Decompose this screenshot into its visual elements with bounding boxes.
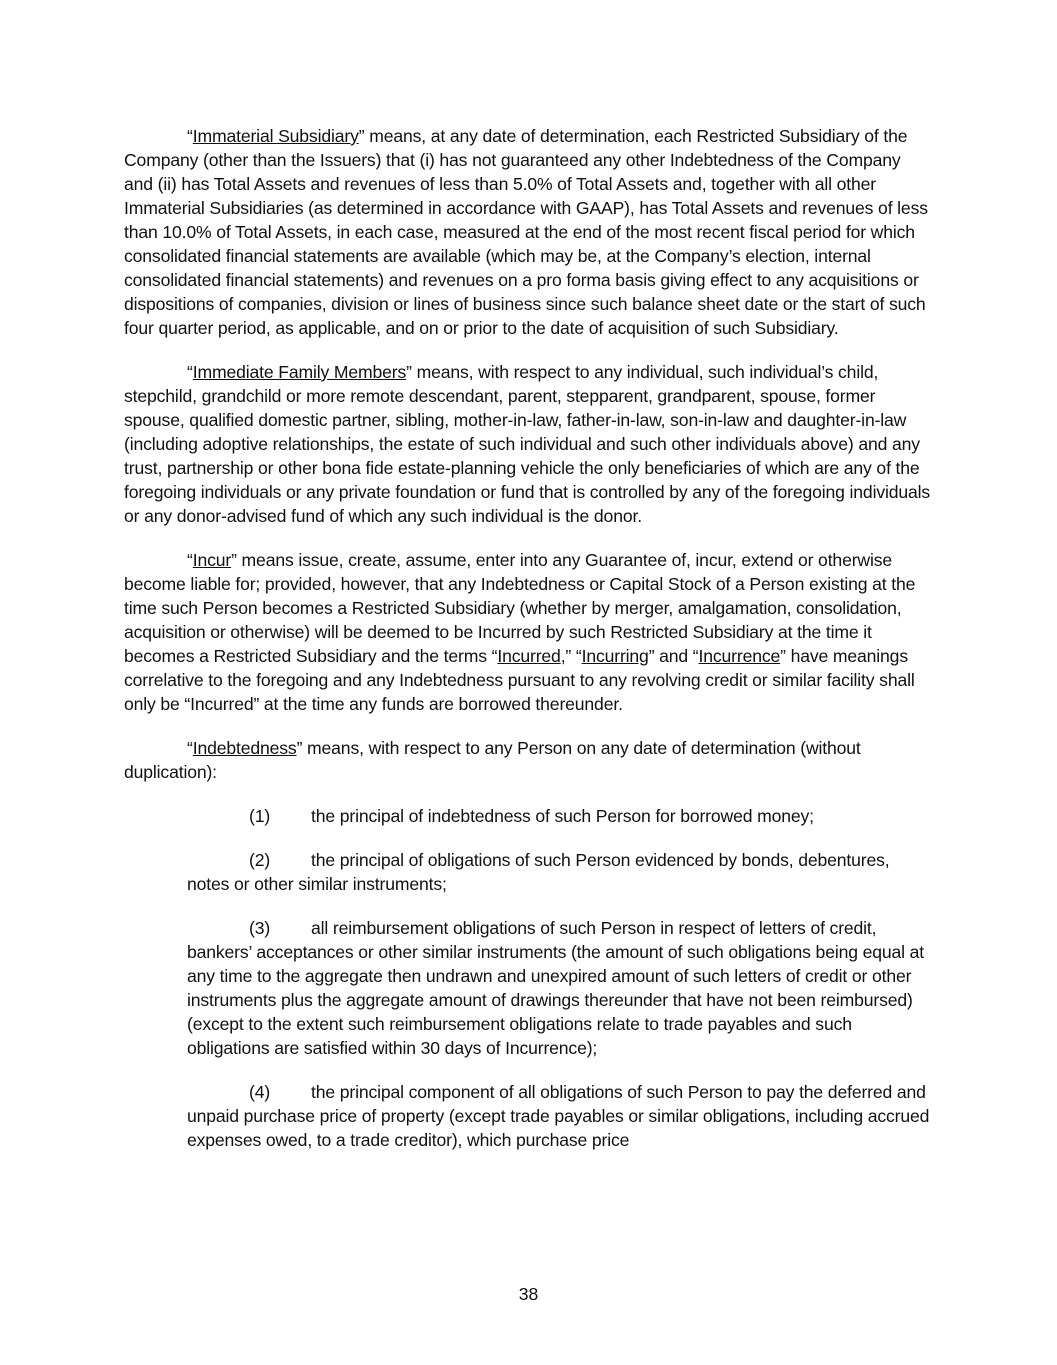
definition-text: means, with respect to any individual, such individual’s child, stepchild, grandchild or more remote descendant, parent, stepparent, grandparent, spouse, former spouse, qualified domestic partner, sibling, mother-in-law, father-in-law, son-in-law and daughter-in-law (including adoptive relationships, the estate of such individual and such other individuals above) and any trust, partnership or other bona fide estate-planning vehicle the only beneficiaries of which are any of the foregoing individuals or any private foundation or fund that is controlled by any of the foregoing individuals or any donor-advised fund of which any such individual is the donor.	[124, 362, 931, 526]
list-item	[187, 916, 932, 1060]
defined-term: Incur	[192, 550, 232, 570]
list-item	[187, 1080, 932, 1152]
defined-term: Immaterial Subsidiary	[192, 126, 359, 146]
definition-text: ,” “	[560, 646, 582, 666]
document-body	[124, 124, 932, 1172]
open-quote: “	[187, 550, 193, 570]
definition-incur	[124, 548, 932, 716]
definition-text: ” and “	[648, 646, 699, 666]
close-quote: ”	[231, 550, 237, 570]
item-text: the principal of indebtedness of such Person for borrowed money;	[311, 806, 814, 826]
close-quote: ”	[296, 738, 303, 758]
defined-term-incurrence: Incurrence	[698, 646, 781, 666]
defined-term-incurred: Incurred	[497, 646, 561, 666]
definition-text: means, at any date of determination, each Restricted Subsidiary of the Company (other than the Issuers) that (i) has not guaranteed any other Indebtedness of the Company and (ii) has Total Assets and revenues of less than 5.0% of Total Assets and, together with all other Immaterial Subsidiaries (as determined in accordance with GAAP), has Total Assets and revenues of less than 10.0% of Total Assets, in each case, measured at the end of the most recent fiscal period for which consolidated financial statements are available (which may be, at the Company’s election, internal consolidated financial statements) and revenues on a pro forma basis giving effect to any acquisitions or dispositions of companies, division or lines of business since such balance sheet date or the start of such four quarter period, as applicable, and on or prior to the date of acquisition of such Subsidiary.	[124, 126, 928, 338]
open-quote: “	[187, 126, 193, 146]
close-quote: ”	[406, 362, 412, 382]
item-text: all reimbursement obligations of such Person in respect of letters of credit, bankers’ acceptances or other similar instruments (the amount of such obligations being equal at any time to the aggregate then undrawn and unexpired amount of such letters of credit or other instruments plus the aggregate amount of drawings thereunder that have not been reimbursed) (except to the extent such reimbursement obligations relate to trade payables and such obligations are satisfied within 30 days of Incurrence);	[187, 918, 925, 1058]
definition-indebtedness	[124, 736, 932, 784]
page-number: 38	[518, 1284, 539, 1304]
item-number: (4)	[249, 1082, 271, 1102]
open-quote: “	[187, 738, 193, 758]
definition-immediate-family-members	[124, 360, 932, 528]
item-number: (1)	[249, 806, 271, 826]
open-quote: “	[187, 362, 193, 382]
item-text: the principal component of all obligations of such Person to pay the deferred and unpaid purchase price of property (except trade payables or similar obligations, including accrued expenses owed, to a trade creditor), which purchase price	[187, 1082, 930, 1150]
close-quote: ”	[358, 126, 365, 146]
definition-text: ” have meanings correlative to the foregoing and any Indebtedness pursuant to any revolving credit or similar facility shall only be “Incurred” at the time any funds are borrowed thereunder.	[124, 646, 915, 714]
defined-term: Indebtedness	[192, 738, 297, 758]
definition-immaterial-subsidiary	[124, 124, 932, 340]
item-number: (2)	[249, 850, 271, 870]
defined-term-incurring: Incurring	[581, 646, 649, 666]
list-item	[187, 848, 932, 896]
item-text: the principal of obligations of such Person evidenced by bonds, debentures, notes or other similar instruments;	[187, 850, 890, 894]
item-number: (3)	[249, 918, 271, 938]
list-item	[187, 804, 932, 828]
defined-term: Immediate Family Members	[192, 362, 407, 382]
definition-text: means issue, create, assume, enter into any Guarantee of, incur, extend or otherwise become liable for; provided, however, that any Indebtedness or Capital Stock of a Person existing at the time such Person becomes a Restricted Subsidiary (whether by merger, amalgamation, consolidation, acquisition or otherwise) will be deemed to be Incurred by such Restricted Subsidiary at the time it becomes a Restricted Subsidiary and the terms “	[124, 550, 916, 666]
definition-text: means, with respect to any Person on any date of determination (without duplication):	[124, 738, 861, 782]
